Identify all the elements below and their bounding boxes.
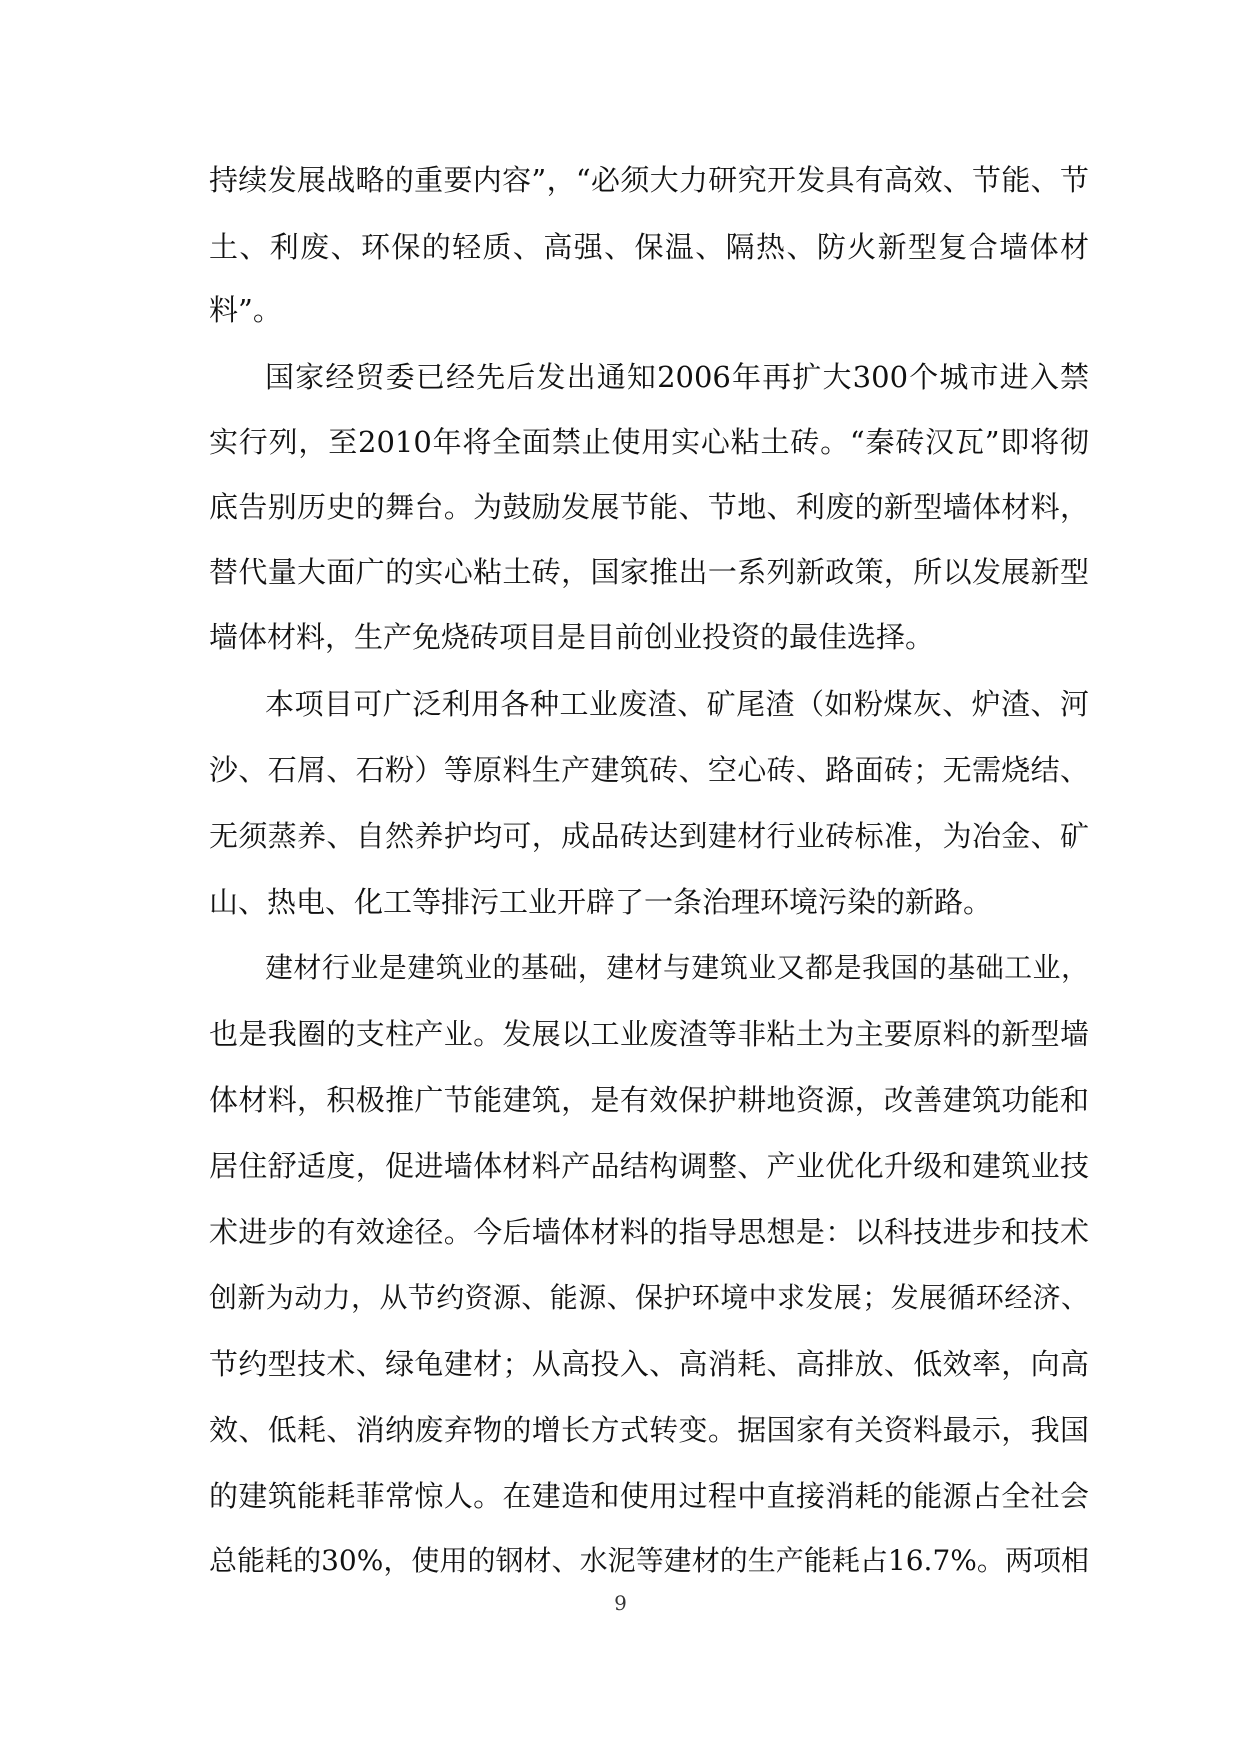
body-line: 持续发展战略的重要内容”，“必须大力研究开发具有高效、节能、节	[209, 163, 1089, 197]
body-line: 效、低耗、消纳废弃物的增长方式转变。据国家有关资料最示，我国	[209, 1413, 1089, 1447]
body-line: 体材料，积极推广节能建筑，是有效保护耕地资源，改善建筑功能和	[209, 1083, 1089, 1117]
body-line: 墙体材料，生产免烧砖项目是目前创业投资的最佳选择。	[209, 620, 935, 654]
body-line: 总能耗的30%，使用的钢材、水泥等建材的生产能耗占16.7%。两项相	[209, 1544, 1089, 1577]
body-line: 实行列，至2010年将全面禁止使用实心粘土砖。“秦砖汉瓦”即将彻	[209, 425, 1089, 459]
body-line: 无须蒸养、自然养护均可，成品砖达到建材行业砖标准，为冶金、矿	[209, 819, 1089, 853]
body-line: 替代量大面广的实心粘土砖，国家推出一系列新政策，所以发展新型	[209, 555, 1089, 589]
body-line: 也是我圈的支柱产业。发展以工业废渣等非粘土为主要原料的新型墙	[209, 1017, 1089, 1051]
body-line: 土、利废、环保的轻质、高强、保温、隔热、防火新型复合墙体材	[209, 230, 1089, 264]
body-line: 的建筑能耗菲常惊人。在建造和使用过程中直接消耗的能源占全社会	[209, 1479, 1089, 1513]
body-line: 创新为动力，从节约资源、能源、保护环境中求发展；发展循环经济、	[209, 1281, 1089, 1314]
paragraph-first-line: 国家经贸委已经先后发出通知2006年再扩大300个城市进入禁	[265, 360, 1089, 394]
body-line: 节约型技术、绿龟建材；从高投入、高消耗、高排放、低效率，向高	[209, 1347, 1089, 1381]
paragraph-first-line: 本项目可广泛利用各种工业废渣、矿尾渣（如粉煤灰、炉渣、河	[265, 687, 1089, 721]
body-line: 料”。	[209, 293, 282, 327]
body-line: 沙、石屑、石粉）等原料生产建筑砖、空心砖、路面砖；无需烧结、	[209, 753, 1089, 787]
body-line: 底告别历史的舞台。为鼓励发展节能、节地、利废的新型墙体材料，	[209, 490, 1089, 524]
body-line: 术进步的有效途径。今后墙体材料的指导思想是：以科技进步和技术	[209, 1215, 1089, 1249]
paragraph-first-line: 建材行业是建筑业的基础，建材与建筑业又都是我国的基础工业，	[265, 951, 1089, 984]
body-line: 居住舒适度，促进墙体材料产品结构调整、产业优化升级和建筑业技	[209, 1149, 1089, 1183]
page-number: 9	[614, 1591, 627, 1615]
body-line: 山、热电、化工等排污工业开辟了一条治理环境污染的新路。	[209, 885, 993, 919]
